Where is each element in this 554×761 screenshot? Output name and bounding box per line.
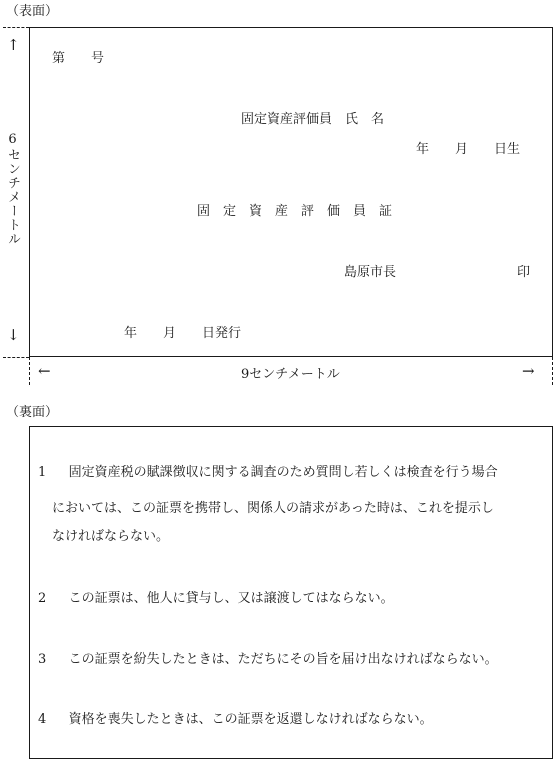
notice-item-3 <box>38 648 498 667</box>
notice-item-3-number: 3 <box>38 652 47 667</box>
notice-item-4-number: 4 <box>38 712 47 727</box>
height-guide-top <box>3 27 29 28</box>
front-section-label: （表面） <box>6 4 59 19</box>
issuer-name: 島原市長 <box>344 265 397 280</box>
height-guide-bottom <box>3 357 29 358</box>
notice-item-3-text: この証票を紛失したときは、ただちにその旨を届け出なければならない。 <box>68 652 498 667</box>
appraiser-name-line: 固定資産評価員 氏 名 <box>241 112 385 127</box>
arrow-left-icon: ← <box>38 362 51 380</box>
notice-item-1-line-1: 固定資産税の賦課徴収に関する調査のため質問し若しくは検査を行う場合 <box>68 465 498 480</box>
front-side-card <box>29 27 553 357</box>
width-guide-left <box>29 357 30 385</box>
birth-date-line: 年 月 日生 <box>416 142 521 157</box>
notice-item-1-line-2: においては、この証票を携帯し、関係人の請求があった時は、これを提示し <box>52 501 494 516</box>
arrow-up-icon: ↑ <box>7 36 20 54</box>
height-dimension-label: 6センチメートル <box>5 132 20 246</box>
notice-item-1-number: 1 <box>38 465 47 480</box>
notice-item-2-number: 2 <box>38 591 47 606</box>
certificate-title: 固 定 資 産 評 価 員 証 <box>197 204 393 219</box>
certificate-number: 第 号 <box>52 51 105 66</box>
notice-item-1 <box>38 461 498 480</box>
seal-mark: 印 <box>517 265 531 280</box>
back-section-label: （裏面） <box>6 405 59 420</box>
notice-item-2 <box>38 587 394 606</box>
width-guide-right <box>552 357 553 385</box>
issue-date-line: 年 月 日発行 <box>124 326 242 341</box>
width-dimension-label: 9センチメートル <box>241 367 340 382</box>
notice-item-1-line-3: なければならない。 <box>52 529 170 544</box>
notice-item-2-text: この証票は、他人に貸与し、又は譲渡してはならない。 <box>68 591 394 606</box>
arrow-down-icon: ↓ <box>7 326 20 344</box>
notice-item-4-text: 資格を喪失したときは、この証票を返還しなければならない。 <box>68 712 433 727</box>
notice-item-4 <box>38 708 433 727</box>
arrow-right-icon: → <box>522 362 535 380</box>
